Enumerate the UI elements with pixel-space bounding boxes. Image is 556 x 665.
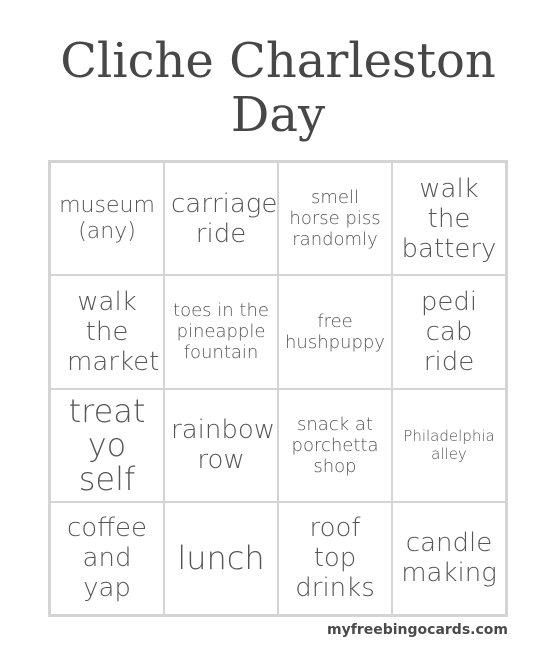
bingo-cell-2[interactable] (164, 162, 278, 275)
bingo-cell-8[interactable] (392, 275, 506, 388)
bingo-cell-6[interactable] (164, 275, 278, 388)
cell-label: walk the market (67, 286, 160, 377)
bingo-cell-9[interactable] (50, 389, 164, 502)
cell-label: Philadelphia alley (403, 427, 495, 464)
bingo-cell-5[interactable] (50, 275, 164, 388)
cell-label: carriage ride (171, 188, 278, 249)
cell-label: smell horse piss randomly (289, 187, 381, 251)
cell-label: pedi cab ride (420, 286, 478, 377)
cell-label: coffee and yap (66, 513, 148, 604)
cell-label: toes in the pineapple fountain (173, 300, 269, 364)
cell-label: walk the battery (401, 173, 497, 264)
bingo-cell-15[interactable] (278, 502, 392, 615)
page-title (0, 34, 556, 142)
bingo-cell-1[interactable] (50, 162, 164, 275)
bingo-grid (48, 160, 508, 617)
cell-label: rainbow row (171, 415, 275, 476)
cell-label: free hushpuppy (285, 310, 385, 353)
cell-label: museum (any) (59, 192, 155, 244)
cell-label: roof top drinks (295, 513, 375, 604)
cell-label: treat yo self (68, 392, 146, 499)
bingo-cell-11[interactable] (278, 389, 392, 502)
title-line-1: Cliche Charleston (60, 33, 496, 89)
bingo-cell-4[interactable] (392, 162, 506, 275)
cell-label: lunch (177, 539, 265, 578)
bingo-cell-12[interactable] (392, 389, 506, 502)
bingo-cell-10[interactable] (164, 389, 278, 502)
bingo-cell-7[interactable] (278, 275, 392, 388)
bingo-cell-3[interactable] (278, 162, 392, 275)
bingo-cell-14[interactable] (164, 502, 278, 615)
site-credit[interactable]: myfreebingocards.com (327, 622, 508, 638)
bingo-cell-13[interactable] (50, 502, 164, 615)
cell-label: candle making (401, 528, 497, 589)
cell-label: snack at porchetta shop (291, 413, 379, 477)
title-line-2: Day (230, 87, 326, 143)
bingo-cell-16[interactable] (392, 502, 506, 615)
